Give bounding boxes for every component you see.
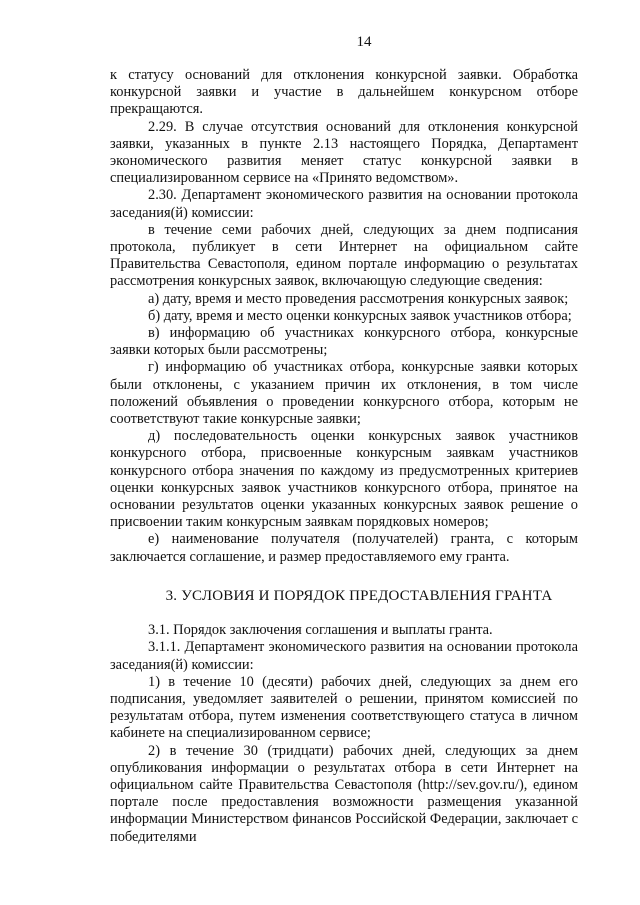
paragraph-3-1-1: 3.1.1. Департамент экономического развития на основании протокола заседания(й) комиссии: [110, 639, 578, 673]
page-number: 14 [356, 34, 372, 50]
list-item-1: 1) в течение 10 (десяти) рабочих дней, следующих за днем его подписания, уведомляет заявителей о решении, принятом комиссией по результатам отбора, путем изменения соответствующего статуса в личном кабинете на специализированном сервисе; [110, 673, 578, 742]
section-heading: 3. УСЛОВИЯ И ПОРЯДОК ПРЕДОСТАВЛЕНИЯ ГРАНТА [165, 587, 553, 604]
paragraph-2-29: 2.29. В случае отсутствия оснований для отклонения конкурсной заявки, указанных в пункте 2.13 настоящего Порядка, Департамент экономического развития меняет статус конкурсной заявки в специализированном сервисе на «Принято ведомством». [110, 118, 578, 187]
paragraph-publication: в течение семи рабочих дней, следующих за днем подписания протокола, публикует в сети Интернет на официальном сайте Правительства Севастополя, едином портале информацию о результатах рассмотрения конкурсных заявок, включающую следующие сведения: [110, 221, 578, 290]
list-item-e: е) наименование получателя (получателей) гранта, с которым заключается соглашение, и размер предоставляемого ему гранта. [110, 531, 578, 565]
paragraph-continuation: к статусу оснований для отклонения конкурсной заявки. Обработка конкурсной заявки и участие в дальнейшем конкурсном отборе прекращаются. [110, 67, 578, 118]
paragraph-3-1: 3.1. Порядок заключения соглашения и выплаты гранта. [148, 622, 493, 639]
list-item-a: а) дату, время и место проведения рассмотрения конкурсных заявок; [148, 290, 569, 307]
list-item-g: г) информацию об участниках отбора, конкурсные заявки которых были отклонены, с указанием причин их отклонения, в том числе положений объявления о проведении конкурсного отбора, которым не соответствуют такие конкурсные заявки; [110, 359, 578, 428]
list-item-b: б) дату, время и место оценки конкурсных заявок участников отбора; [148, 307, 572, 324]
list-item-2: 2) в течение 30 (тридцати) рабочих дней, следующих за днем опубликования информации о результатах отбора в сети Интернет на официальном сайте Правительства Севастополя (http://sev.gov.ru/), едином портале после предоставления возможности размещения указанной информации Министерством финансов Российской Федерации, заключает с победителями [110, 742, 578, 845]
list-item-v: в) информацию об участниках конкурсного отбора, конкурсные заявки которых были рассмотрены; [110, 325, 578, 359]
paragraph-2-30: 2.30. Департамент экономического развития на основании протокола заседания(й) комиссии: [110, 187, 578, 221]
list-item-d: д) последовательность оценки конкурсных заявок участников конкурсного отбора, присвоенные конкурсным заявкам участников конкурсного отбора значения по каждому из предусмотренных критериев оценки конкурсных заявок участников конкурсного отбора, принятое на основании результатов оценки указанных конкурсных заявок решение о присвоении таким конкурсным заявкам порядковых номеров; [110, 428, 578, 531]
document-body [110, 67, 578, 846]
